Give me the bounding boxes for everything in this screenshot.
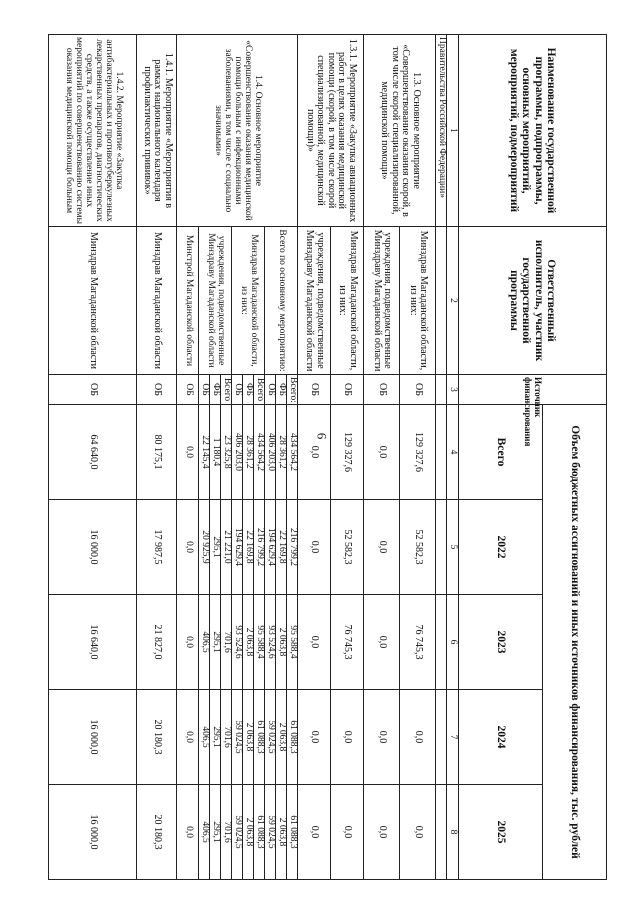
value-cell: 61 088,3 bbox=[287, 690, 298, 785]
header-year: 2022 bbox=[459, 500, 543, 595]
source: ОБ bbox=[265, 375, 276, 405]
value-cell: 0,0 bbox=[177, 500, 199, 595]
source: ОБ bbox=[177, 375, 199, 405]
executor: Минздрав Магаданской области, из них: bbox=[232, 227, 265, 375]
value-cell: 2 063,8 bbox=[276, 785, 287, 880]
value-cell: 2 063,8 bbox=[276, 690, 287, 785]
value-cell: 61 088,3 bbox=[287, 785, 298, 880]
value-cell: 0,0 bbox=[364, 405, 400, 500]
value-cell: 701,6 bbox=[221, 595, 232, 690]
value-cell: 52 582,3 bbox=[331, 500, 364, 595]
col-number: 6 bbox=[447, 595, 459, 690]
value-cell: 701,6 bbox=[221, 785, 232, 880]
rotated-table-container bbox=[63, 34, 607, 879]
source: ОБ bbox=[400, 375, 436, 405]
value-cell: 64 640,0 bbox=[49, 405, 137, 500]
header-executor: Ответственный исполнитель, участник государственной программы bbox=[459, 227, 607, 375]
col-number: 1 bbox=[447, 35, 459, 227]
executor: Минздрав Магаданской области bbox=[137, 227, 177, 375]
value-cell: 59 024,5 bbox=[265, 690, 276, 785]
header-year: 2025 bbox=[459, 785, 543, 880]
executor: учреждения, подведомственные Минздраву Магаданской области bbox=[298, 227, 331, 375]
value-cell: 61 088,3 bbox=[254, 785, 265, 880]
value-cell: 0,0 bbox=[298, 500, 331, 595]
value-cell: 76 745,3 bbox=[331, 595, 364, 690]
value-cell: 22 169,8 bbox=[276, 500, 287, 595]
value-cell: 0,0 bbox=[364, 785, 400, 880]
value-cell: 22 145,4 bbox=[199, 405, 210, 500]
source: ОБ bbox=[331, 375, 364, 405]
source: ФБ bbox=[210, 375, 221, 405]
value-cell: 20 180,3 bbox=[137, 690, 177, 785]
value-cell: 16 000,0 bbox=[49, 500, 137, 595]
value-cell: 0,0 bbox=[298, 690, 331, 785]
source: ОБ bbox=[232, 375, 243, 405]
value-cell: 59 024,5 bbox=[265, 785, 276, 880]
value-cell: 295,1 bbox=[210, 595, 221, 690]
value-cell: 28 361,2 bbox=[276, 405, 287, 500]
value-cell: 194 629,4 bbox=[265, 500, 276, 595]
executor: Всего по основному мероприятию: bbox=[265, 227, 298, 375]
row-name: 1.4.1. Мероприятие «Мероприятия в рамках национального календаря профилактических прививок» bbox=[137, 35, 177, 227]
value-cell: 59 024,5 bbox=[232, 785, 243, 880]
value-cell: 16 640,0 bbox=[49, 595, 137, 690]
value-cell: 1 180,4 bbox=[210, 405, 221, 500]
value-cell: 129 327,6 bbox=[400, 405, 436, 500]
value-cell: 21 827,0 bbox=[137, 595, 177, 690]
source: ОБ bbox=[49, 375, 137, 405]
value-cell: 0,0 bbox=[400, 690, 436, 785]
page-number: 6 bbox=[314, 432, 330, 440]
value-cell: 76 745,3 bbox=[400, 595, 436, 690]
value-cell: 28 361,2 bbox=[243, 405, 254, 500]
value-cell: 216 799,2 bbox=[287, 500, 298, 595]
source: Всего: bbox=[287, 375, 298, 405]
value-cell: 406,5 bbox=[199, 690, 210, 785]
executor: Минстрой Магаданской области bbox=[177, 227, 199, 375]
header-total: Всего bbox=[459, 405, 543, 500]
source: ОБ bbox=[199, 375, 210, 405]
header-volume: Объем бюджетных ассигнований и иных источников финансирования, тыс. рублей bbox=[543, 405, 607, 880]
value-cell: 0,0 bbox=[331, 690, 364, 785]
value-cell: 0,0 bbox=[298, 595, 331, 690]
value-cell: 21 221,0 bbox=[221, 500, 232, 595]
value-cell: 0,0 bbox=[364, 500, 400, 595]
value-cell: 406,5 bbox=[199, 785, 210, 880]
executor: Минздрав Магаданской области, из них: bbox=[331, 227, 364, 375]
value-cell: 295,1 bbox=[210, 785, 221, 880]
value-cell: 0,0 bbox=[177, 595, 199, 690]
value-cell: 22 169,8 bbox=[243, 500, 254, 595]
header-source: Источник финансирования bbox=[459, 375, 607, 405]
value-cell: 194 629,4 bbox=[232, 500, 243, 595]
value-cell: 0,0 bbox=[364, 595, 400, 690]
executor: учреждения, подведомственные Минздраву Магаданской области bbox=[364, 227, 400, 375]
col-number: 5 bbox=[447, 500, 459, 595]
value-cell: 0,0 bbox=[298, 785, 331, 880]
value-cell: 95 588,4 bbox=[254, 595, 265, 690]
value-cell: 20 925,9 bbox=[199, 500, 210, 595]
value-cell: 406 203,0 bbox=[232, 405, 243, 500]
row-name: 1.3. Основное мероприятие «Совершенствование оказания скорой, в том числе скорой специализированной, медицинской помощи» bbox=[364, 35, 436, 227]
header-year: 2024 bbox=[459, 690, 543, 785]
source: ФБ bbox=[243, 375, 254, 405]
value-cell: 16 000,0 bbox=[49, 785, 137, 880]
value-cell: 0,0 bbox=[177, 690, 199, 785]
value-cell: 295,1 bbox=[210, 500, 221, 595]
value-cell: 0,0 bbox=[400, 785, 436, 880]
col-number: 4 bbox=[447, 405, 459, 500]
value-cell: 0,0 bbox=[331, 785, 364, 880]
value-cell: 434 564,2 bbox=[287, 405, 298, 500]
value-cell: 295,1 bbox=[210, 690, 221, 785]
value-cell: 406,5 bbox=[199, 595, 210, 690]
executor: Минздрав Магаданской области, из них: bbox=[400, 227, 436, 375]
source: ОБ bbox=[364, 375, 400, 405]
col-number: 2 bbox=[447, 227, 459, 375]
col-number: 8 bbox=[447, 785, 459, 880]
value-cell: 0,0 bbox=[177, 785, 199, 880]
header-name: Наименование государственной программы, подпрограммы, основных мероприятий, мероприятий, подмероприятий bbox=[459, 35, 607, 227]
source: ФБ bbox=[276, 375, 287, 405]
value-cell: 0,0 bbox=[298, 405, 331, 500]
value-cell: 20 180,3 bbox=[137, 785, 177, 880]
value-cell: 216 799,2 bbox=[254, 500, 265, 595]
source: ОБ bbox=[298, 375, 331, 405]
executor: Минздрав Магаданской области bbox=[49, 227, 137, 375]
row-name: 1.3.1. Мероприятие «Закупка авиационных работ в целях оказания медицинской помощи (скорой, в том числе скорой специализированной, медицинской помощи)» bbox=[298, 35, 364, 227]
value-cell: 23 325,8 bbox=[221, 405, 232, 500]
value-cell: 80 175,1 bbox=[137, 405, 177, 500]
value-cell: 2 063,8 bbox=[243, 785, 254, 880]
value-cell: 2 063,8 bbox=[243, 595, 254, 690]
value-cell: 17 987,5 bbox=[137, 500, 177, 595]
source: ОБ bbox=[137, 375, 177, 405]
value-cell: 59 024,5 bbox=[232, 690, 243, 785]
value-cell: 434 564,2 bbox=[254, 405, 265, 500]
row-name: 1.4.2. Мероприятие «Закупка антибактериальных и противотуберкулезных лекарственных препаратов, диагностических средств, а также осуществление иных мероприятий по совершенствованию системы оказания медицинской помощи больным bbox=[49, 35, 137, 227]
value-cell: 406 203,0 bbox=[265, 405, 276, 500]
value-cell: 0,0 bbox=[364, 690, 400, 785]
value-cell: 93 524,6 bbox=[232, 595, 243, 690]
col-number: 3 bbox=[447, 375, 459, 405]
value-cell: 95 588,4 bbox=[287, 595, 298, 690]
value-cell: 129 327,6 bbox=[331, 405, 364, 500]
header-year: 2023 bbox=[459, 595, 543, 690]
value-cell: 2 063,8 bbox=[243, 690, 254, 785]
value-cell: 16 000,0 bbox=[49, 690, 137, 785]
source: Всего bbox=[221, 375, 232, 405]
financing-table bbox=[48, 34, 607, 880]
executor: учреждения, подведомственные Минздраву Магаданской области bbox=[199, 227, 232, 375]
value-cell: 701,6 bbox=[221, 690, 232, 785]
source: Всего bbox=[254, 375, 265, 405]
value-cell: 0,0 bbox=[177, 405, 199, 500]
value-cell: 93 524,6 bbox=[265, 595, 276, 690]
row-name: 1.4. Основное мероприятие «Совершенствование оказания медицинской помощи больным с инфекционными заболеваниями, в том числе с социально значимыми» bbox=[177, 35, 298, 227]
col-number: 7 bbox=[447, 690, 459, 785]
value-cell: 52 582,3 bbox=[400, 500, 436, 595]
value-cell: 61 088,3 bbox=[254, 690, 265, 785]
value-cell: 2 063,8 bbox=[276, 595, 287, 690]
continuation-text: Правительства Российской Федерации» bbox=[436, 35, 447, 227]
